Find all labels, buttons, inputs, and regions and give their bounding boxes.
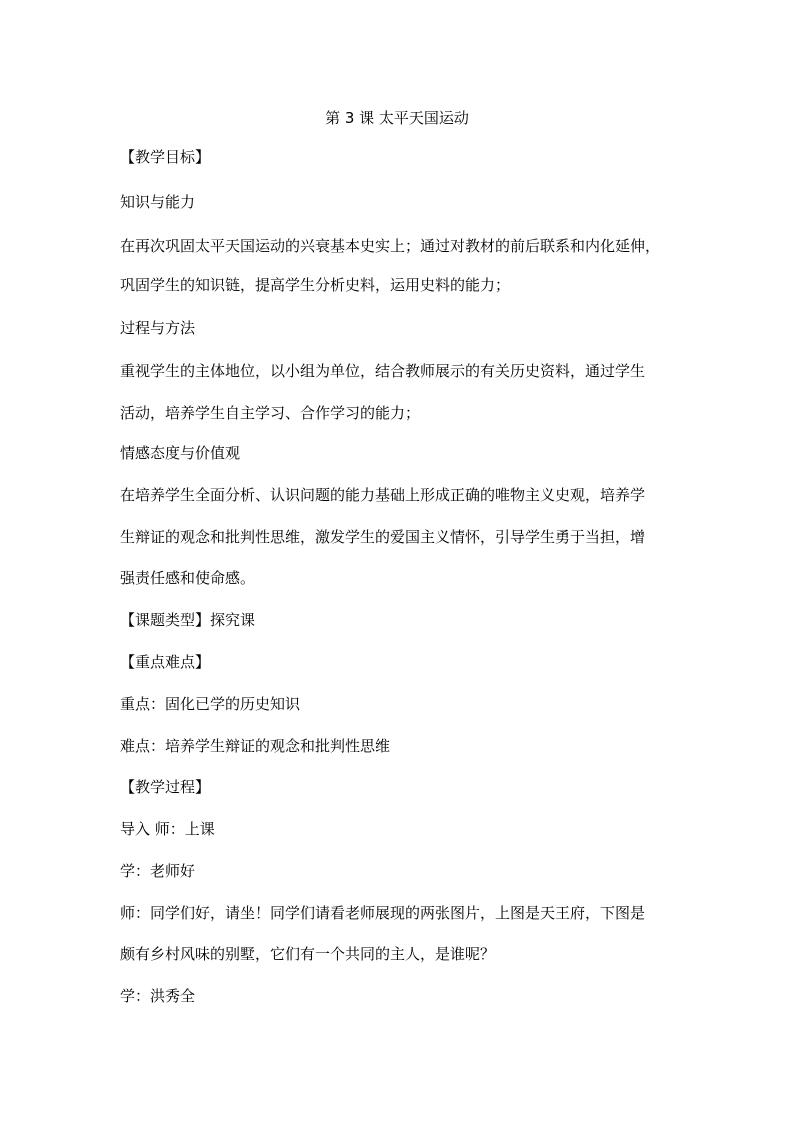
document-title: 第 3 课 太平天国运动 [325, 109, 469, 127]
paragraph-line: 生辩证的观念和批判性思维，激发学生的爱国主义情怀，引导学生勇于当担，增 [120, 528, 646, 546]
section-heading-lesson-type: 【课题类型】探究课 [120, 611, 256, 629]
paragraph-line: 在培养学生全面分析、认识问题的能力基础上形成正确的唯物主义史观，培养学 [120, 486, 646, 504]
dialogue-line: 颇有乡村风味的别墅，它们有一个共同的主人，是谁呢？ [120, 945, 496, 963]
section-heading-key-points: 【重点难点】 [120, 653, 211, 671]
dialogue-line: 导入 师：上课 [120, 820, 215, 838]
dialogue-line: 学：洪秀全 [120, 987, 196, 1005]
difficulty-line: 难点：培养学生辩证的观念和批判性思维 [120, 737, 391, 755]
section-heading-process: 【教学过程】 [120, 778, 211, 796]
subheading-knowledge: 知识与能力 [120, 193, 196, 211]
key-point-line: 重点：固化已学的历史知识 [120, 695, 301, 713]
subheading-emotion: 情感态度与价值观 [120, 444, 241, 462]
paragraph-line: 活动，培养学生自主学习、合作学习的能力； [120, 404, 421, 422]
paragraph-line: 强责任感和使命感。 [120, 569, 256, 587]
dialogue-line: 学：老师好 [120, 862, 196, 880]
subheading-process: 过程与方法 [120, 319, 196, 337]
section-heading-objectives: 【教学目标】 [120, 148, 211, 166]
paragraph-line: 巩固学生的知识链，提高学生分析史料，运用史料的能力； [120, 276, 511, 294]
dialogue-line: 师：同学们好，请坐！同学们请看老师展现的两张图片，上图是天王府，下图是 [120, 904, 646, 922]
paragraph-line: 在再次巩固太平天国运动的兴衰基本史实上；通过对教材的前后联系和内化延伸， [120, 237, 661, 255]
paragraph-line: 重视学生的主体地位，以小组为单位，结合教师展示的有关历史资料，通过学生 [120, 362, 646, 380]
